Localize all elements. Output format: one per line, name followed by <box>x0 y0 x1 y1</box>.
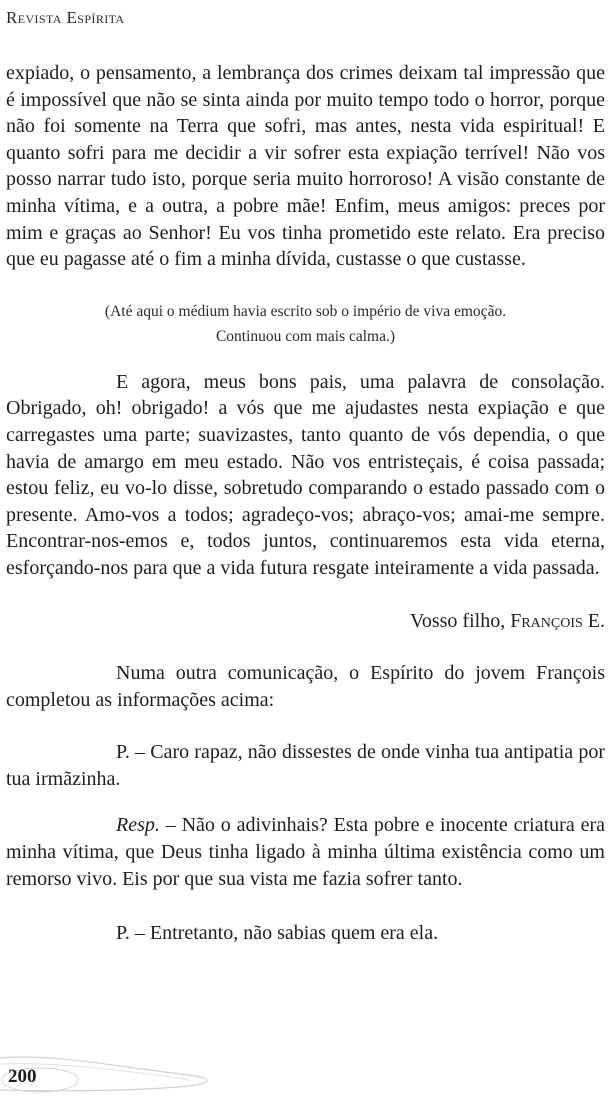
answer-text: – Não o adivinhais? Esta pobre e inocente criatura era minha vítima, que Deus tinha ligado à minha última existência como um remorso vivo. Eis por que sua vista me fazia sofrer tanto. <box>6 814 605 890</box>
question-2: P. – Entretanto, não sabias quem era ela. <box>116 922 439 945</box>
paragraph-intro: Numa outra comunicação, o Espírito do jovem François completou as informações acima: <box>6 662 605 711</box>
paragraph-consolation: E agora, meus bons pais, uma palavra de consolação. Obrigado, oh! obrigado! a vós que me ajudastes nesta expiação e que carregastes uma parte; suavizastes, tanto quanto de vós dependia, o que havia de amargo em meu estado. Não vos entristeçais, é coisa passada; estou feliz, eu vo-lo disse, sobretudo comparando o estado passado com o presente. Amo-vos a todos; agradeço-vos; abraço-vos; amai-me sempre. Encontrar-nos-emos e, todos juntos, continuaremos esta vida eterna, esforçando-nos para que a vida futura resgate inteiramente a vida passada. <box>6 370 605 579</box>
medium-note-line-2: Continuou com mais calma.) <box>215 327 396 345</box>
signature-prefix: Vosso filho, <box>409 609 511 632</box>
page-number: 200 <box>8 1066 37 1087</box>
answer-1 <box>6 812 605 892</box>
answer-label: Resp. <box>116 814 160 837</box>
signature-name: François E. <box>510 609 605 632</box>
signature <box>6 608 605 635</box>
paragraph-continuation: expiado, o pensamento, a lembrança dos crimes deixam tal impressão que é impossível que não se sinta ainda por muito tempo todo o horror, porque não foi somente na Terra que sofri, mas antes, nesta vida espiritual! E quanto sofri para me decidir a vir sofrer esta expiação terrível! Não vos posso narrar tudo isto, porque seria muito horroroso! A visão constante de minha vítima, e a outra, a pobre mãe! Enfim, meus amigos: preces por mim e graças ao Senhor! Eu vos tinha prometido este relato. Era preciso que eu pagasse até o fim a minha dívida, custasse o que custasse. <box>6 62 605 271</box>
running-head: Revista Espírita <box>6 8 125 27</box>
medium-note-line-1: (Até aqui o médium havia escrito sob o império de viva emoção. <box>104 302 507 320</box>
medium-note <box>6 299 605 349</box>
body-text <box>6 60 605 947</box>
question-1: P. – Caro rapaz, não dissestes de onde vinha tua antipatia por tua irmãzinha. <box>6 741 605 790</box>
